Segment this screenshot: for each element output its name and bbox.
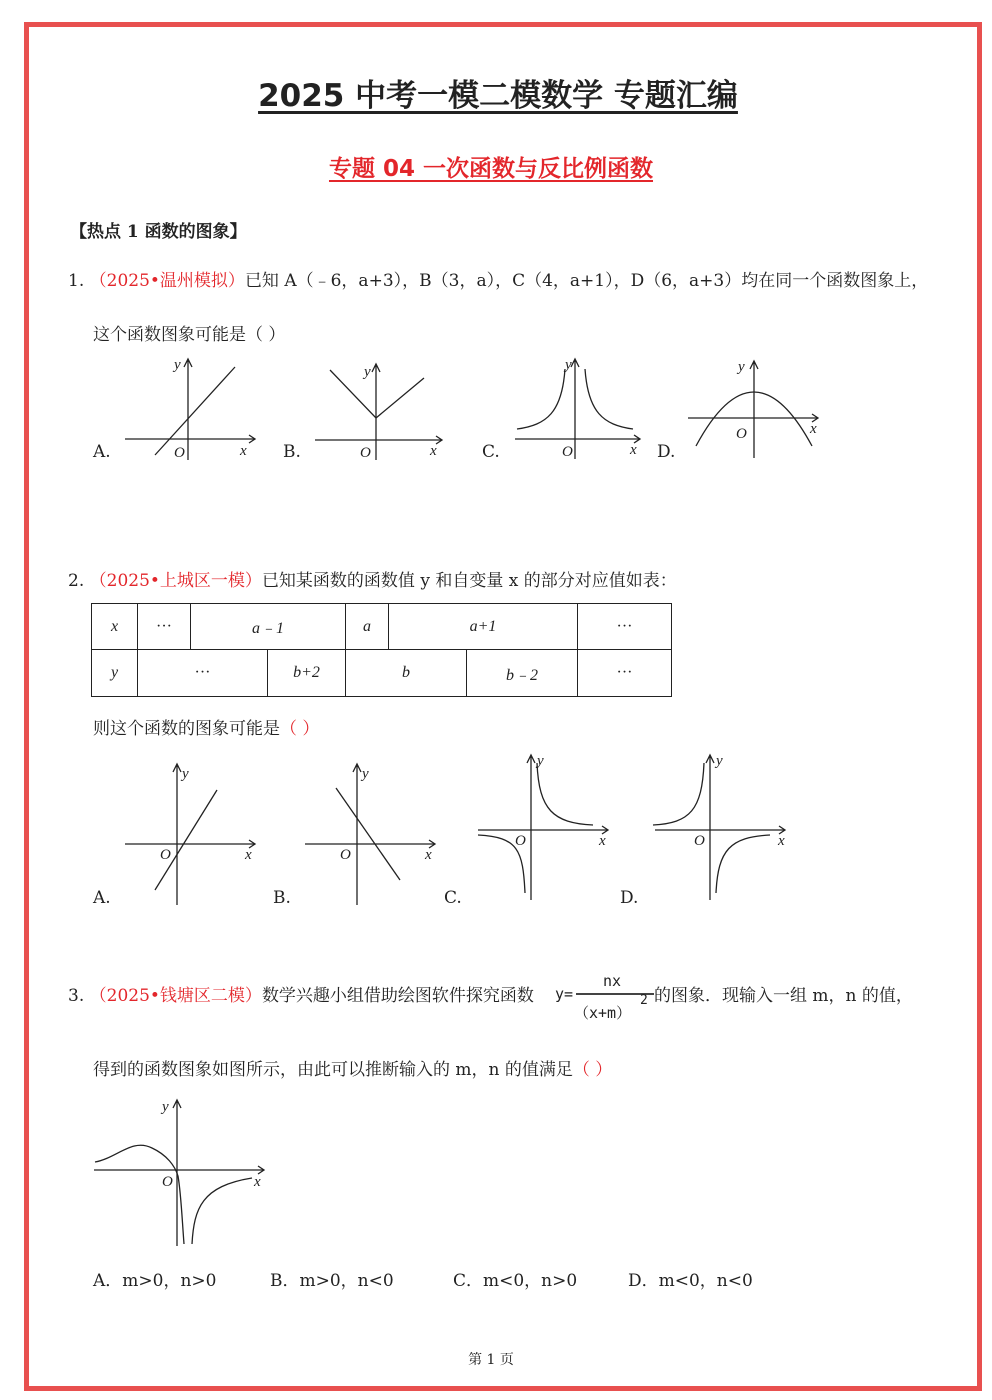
formula-denominator: （x+m） xyxy=(574,1004,632,1022)
formula-numerator: nx xyxy=(603,972,622,990)
axis-label: y xyxy=(162,1099,169,1115)
q1-text: 已知 A（﹣6，a+3），B（3，a），C（4，a+1），D（6，a+3）均在同一个函数图象上， xyxy=(244,271,929,291)
q3-line2 xyxy=(93,1055,612,1080)
function-curve xyxy=(478,763,593,893)
q3-option-d[interactable]: D．m<0，n<0 xyxy=(628,1271,753,1291)
table-cell: b xyxy=(345,649,467,697)
q2-graph-c xyxy=(473,755,613,905)
q2-line1 xyxy=(68,566,677,591)
axis-label: y xyxy=(182,766,189,782)
q1-number: 1. xyxy=(68,271,85,291)
function-curve xyxy=(95,1145,252,1244)
q1-option-c[interactable]: C. xyxy=(482,442,500,462)
axes xyxy=(688,361,818,458)
q1-graph-b xyxy=(312,360,452,465)
q2-graph-b xyxy=(300,760,440,910)
table-cell: y xyxy=(91,649,138,697)
q3-source: （2025•钱塘区二模） xyxy=(89,986,262,1006)
q1-graph-a xyxy=(120,355,260,465)
q1-line2: 这个函数图象可能是（ ） xyxy=(93,325,286,345)
page-number: 第 1 页 xyxy=(468,1352,514,1368)
axes xyxy=(94,1100,264,1246)
axis-label: y xyxy=(537,753,544,769)
q2-option-c[interactable]: C. xyxy=(444,888,462,908)
q1-option-a[interactable]: A. xyxy=(93,442,111,462)
table-cell: ··· xyxy=(577,603,672,650)
axis-label: O xyxy=(174,445,185,461)
q3-graph xyxy=(92,1098,272,1248)
axes xyxy=(655,755,785,900)
function-curve xyxy=(336,788,400,880)
table-cell: a xyxy=(345,603,389,650)
answer-blank: （ ） xyxy=(280,719,320,739)
formula-lhs: y= xyxy=(555,985,574,1003)
function-curve xyxy=(653,763,770,893)
axis-label: O xyxy=(162,1174,173,1190)
table-cell: b﹣2 xyxy=(466,649,578,697)
axis-label: y xyxy=(738,359,745,375)
table-cell: a﹣1 xyxy=(190,603,346,650)
axis-label: O xyxy=(360,445,371,461)
axis-label: O xyxy=(562,444,573,460)
q1-option-b[interactable]: B. xyxy=(283,442,301,462)
document-title xyxy=(0,70,992,115)
function-curve xyxy=(155,790,217,890)
q3-line1-end: 的图象．现输入一组 m，n 的值， xyxy=(654,986,913,1006)
axis-label: O xyxy=(160,847,171,863)
q3-option-c[interactable]: C．m<0，n>0 xyxy=(453,1271,578,1291)
axes xyxy=(305,764,435,905)
q2-option-b[interactable]: B. xyxy=(273,888,291,908)
answer-blank: （ ） xyxy=(572,1060,613,1080)
axes xyxy=(125,359,255,460)
axis-label: x xyxy=(425,847,432,863)
topic-subtitle xyxy=(0,150,982,183)
q2-graph-a xyxy=(120,760,260,910)
axis-label: O xyxy=(736,426,747,442)
q3-line1-start xyxy=(68,981,534,1006)
table-cell: a+1 xyxy=(388,603,578,650)
q1-option-d[interactable]: D. xyxy=(657,442,676,462)
q1-source: （2025•温州模拟） xyxy=(89,271,245,291)
axis-label: x xyxy=(430,443,437,459)
axis-label: O xyxy=(515,833,526,849)
q2-option-a[interactable]: A. xyxy=(93,888,111,908)
axis-label: y xyxy=(362,766,369,782)
table-cell: ··· xyxy=(137,649,268,697)
q2-line2 xyxy=(93,714,319,739)
section-heading: 【热点 1 函数的图象】 xyxy=(70,222,247,242)
subtitle-text: 专题 04 一次函数与反比例函数 xyxy=(328,156,654,182)
axis-label: x xyxy=(245,847,252,863)
q2-number: 2. xyxy=(68,571,85,591)
q3-option-a[interactable]: A．m>0，n>0 xyxy=(93,1271,217,1291)
table-cell: ··· xyxy=(577,649,672,697)
axis-label: x xyxy=(254,1174,261,1190)
q1-line1 xyxy=(68,266,928,291)
q2-question: 则这个函数的图象可能是 xyxy=(93,719,280,739)
axis-label: y xyxy=(174,357,181,373)
axis-label: x xyxy=(810,421,817,437)
axis-label: x xyxy=(599,833,606,849)
q3-text: 数学兴趣小组借助绘图软件探究函数 xyxy=(261,986,534,1006)
q3-question: 得到的函数图象如图所示，由此可以推断输入的 m，n 的值满足 xyxy=(93,1060,573,1080)
q2-source: （2025•上城区一模） xyxy=(89,571,262,591)
function-curve xyxy=(330,370,424,418)
q2-option-d[interactable]: D. xyxy=(620,888,639,908)
axis-label: y xyxy=(565,357,572,373)
table-cell: x xyxy=(91,603,138,650)
axis-label: x xyxy=(630,442,637,458)
axis-label: x xyxy=(240,443,247,459)
table-cell: ··· xyxy=(137,603,191,650)
table-cell: b+2 xyxy=(267,649,346,697)
formula-exponent: 2 xyxy=(640,993,648,1008)
q3-option-b[interactable]: B．m>0，n<0 xyxy=(270,1271,394,1291)
function-curve xyxy=(155,367,235,455)
axis-label: y xyxy=(364,364,371,380)
q2-graph-d xyxy=(650,755,790,905)
axis-label: x xyxy=(778,833,785,849)
q1-graph-d xyxy=(688,358,828,463)
q2-text: 已知某函数的函数值 y 和自变量 x 的部分对应值如表： xyxy=(261,571,677,591)
axes xyxy=(515,359,640,459)
title-text: 2025 中考一模二模数学 专题汇编 xyxy=(258,78,738,114)
axis-label: O xyxy=(340,847,351,863)
axes xyxy=(478,755,608,900)
q3-number: 3. xyxy=(68,986,85,1006)
q1-graph-c xyxy=(512,357,652,462)
axis-label: y xyxy=(716,753,723,769)
axis-label: O xyxy=(694,833,705,849)
